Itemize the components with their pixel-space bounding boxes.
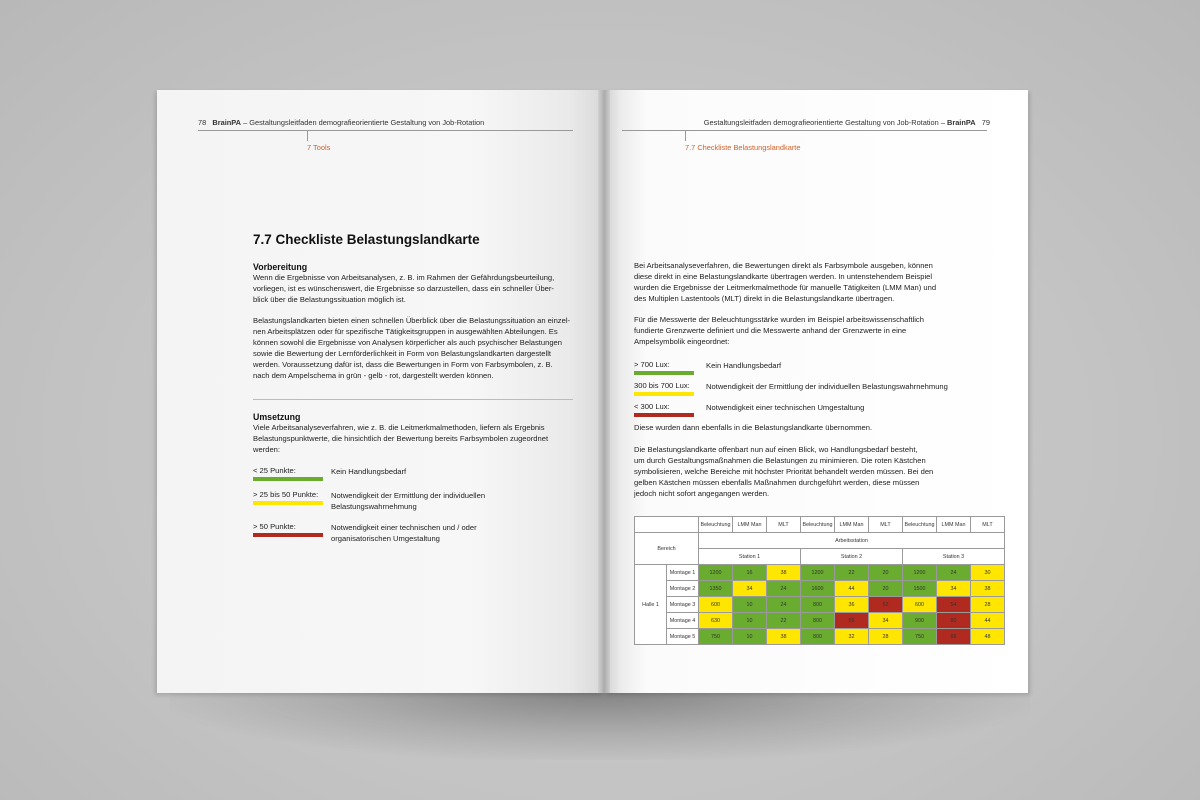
legend-desc bbox=[331, 466, 406, 477]
column-header: Beleuchtung bbox=[699, 517, 733, 533]
left-page-number: 78 bbox=[198, 118, 207, 127]
legend-desc: Kein Handlungsbedarf bbox=[706, 361, 782, 370]
row-label: Montage 1 bbox=[667, 565, 699, 581]
belastungslandkarte-table bbox=[634, 516, 1005, 645]
table-row bbox=[635, 613, 1005, 629]
table-cell: 34 bbox=[869, 613, 903, 629]
arbeitsstation-header: Arbeitsstation bbox=[699, 533, 1005, 549]
legend-desc: Notwendigkeit einer technischen Umgestaltung bbox=[706, 403, 865, 412]
table-cell: 600 bbox=[699, 597, 733, 613]
text-line: vorliegen, ist es wünschenswert, die Ergebnisse so darzustellen, dass ein schneller Über- bbox=[253, 284, 554, 293]
left-header-brand: BrainPA bbox=[212, 118, 242, 127]
column-header: LMM Man bbox=[835, 517, 869, 533]
lux-legend-red bbox=[634, 402, 1004, 420]
vorbereitung-text bbox=[253, 272, 583, 305]
legend-swatch-green bbox=[634, 371, 694, 375]
column-header: MLT bbox=[767, 517, 801, 533]
right-section-tag: 7.7 Checkliste Belastungslandkarte bbox=[685, 143, 801, 152]
column-header: MLT bbox=[869, 517, 903, 533]
book-shadow bbox=[170, 690, 1030, 760]
table-cell: 20 bbox=[869, 565, 903, 581]
left-header-tick bbox=[307, 130, 308, 141]
text-line: Ampelsymbolik eingeordnet: bbox=[634, 337, 730, 346]
legend-desc bbox=[331, 522, 477, 544]
legend-desc-line: Kein Handlungsbedarf bbox=[331, 467, 407, 476]
left-section-tag: 7 Tools bbox=[307, 143, 331, 152]
table-cell: 800 bbox=[801, 613, 835, 629]
table-cell: 10 bbox=[733, 629, 767, 645]
table-cell: 20 bbox=[869, 581, 903, 597]
table-row bbox=[635, 565, 1005, 581]
table-header-row bbox=[635, 517, 1005, 533]
left-running-header bbox=[198, 118, 484, 127]
legend-label: 300 bis 700 Lux: bbox=[634, 381, 690, 390]
table-body bbox=[635, 565, 1005, 645]
text-line: Wenn die Ergebnisse von Arbeitsanalysen, z. B. im Rahmen der Gefährdungsbeurteilung, bbox=[253, 273, 555, 282]
table-cell: 24 bbox=[937, 565, 971, 581]
text-line: nach dem Ampelschema in grün - gelb - rot, dargestellt werden können. bbox=[253, 371, 494, 380]
table-cell: 10 bbox=[733, 597, 767, 613]
table-row bbox=[635, 629, 1005, 645]
book-spine bbox=[598, 90, 610, 693]
legend-label: > 50 Punkte: bbox=[253, 522, 296, 531]
right-header-title: Gestaltungsleitfaden demografieorientierte Gestaltung von Job-Rotation – bbox=[703, 118, 947, 127]
text-line: gelben Kästchen müssen ebenfalls Maßnahmen durchgeführt werden, diese müssen bbox=[634, 478, 920, 487]
legend-desc-line: Belastungswahrnehmung bbox=[331, 502, 417, 511]
table-cell: 10 bbox=[733, 613, 767, 629]
text-line: um durch Gestaltungsmaßnahmen die Belastungen zu minimieren. Die roten Kästchen bbox=[634, 456, 926, 465]
text-line: sowie die Bewertung der Lernförderlichkeit in Form von Belastungslandkarten dargestellt bbox=[253, 349, 552, 358]
table-cell: 16 bbox=[733, 565, 767, 581]
legend-label: < 25 Punkte: bbox=[253, 466, 296, 475]
table-cell: 34 bbox=[937, 581, 971, 597]
table-cell: 28 bbox=[869, 629, 903, 645]
table-cell: 750 bbox=[903, 629, 937, 645]
table-cell: 1200 bbox=[699, 565, 733, 581]
table-arbeitsstation-row bbox=[635, 533, 1005, 549]
station-header: Station 1 bbox=[699, 549, 801, 565]
legend-desc-line: Notwendigkeit der Ermittlung der individuellen bbox=[331, 491, 486, 500]
legend-desc-line: organisatorischen Umgestaltung bbox=[331, 534, 440, 543]
table-cell: 750 bbox=[699, 629, 733, 645]
right-running-header bbox=[704, 118, 990, 127]
station-header: Station 2 bbox=[801, 549, 903, 565]
table-cell: 38 bbox=[971, 581, 1005, 597]
legend-label: < 300 Lux: bbox=[634, 402, 670, 411]
table-cell: 1350 bbox=[699, 581, 733, 597]
uebernommen-text: Diese wurden dann ebenfalls in die Belastungslandkarte übernommen. bbox=[634, 423, 873, 432]
legend-swatch-red bbox=[253, 533, 323, 537]
text-line: werden: bbox=[253, 445, 281, 454]
text-line: Bei Arbeitsanalyseverfahren, die Bewertungen direkt als Farbsymbole ausgeben, können bbox=[634, 261, 933, 270]
column-header: LMM Man bbox=[937, 517, 971, 533]
table-cell: 66 bbox=[937, 629, 971, 645]
table-cell: 56 bbox=[835, 613, 869, 629]
table-cell: 600 bbox=[903, 597, 937, 613]
row-label: Montage 5 bbox=[667, 629, 699, 645]
table-cell: 630 bbox=[699, 613, 733, 629]
table-cell: 1600 bbox=[801, 581, 835, 597]
legend-label: > 25 bis 50 Punkte: bbox=[253, 490, 319, 499]
legend-swatch-yellow bbox=[253, 501, 323, 505]
left-header-rule bbox=[198, 130, 573, 131]
umsetzung-heading: Umsetzung bbox=[253, 412, 301, 422]
text-line: wurden die Ergebnisse der Leitmerkmalmethode für manuelle Tätigkeiten (LMM Man) und bbox=[634, 283, 937, 292]
text-line: Viele Arbeitsanalyseverfahren, wie z. B. die Leitmerkmalmethoden, liefern als Ergebnis bbox=[253, 423, 545, 432]
table-row bbox=[635, 581, 1005, 597]
column-header: MLT bbox=[971, 517, 1005, 533]
intro-text bbox=[634, 260, 1004, 304]
legend-label: > 700 Lux: bbox=[634, 360, 670, 369]
column-header: Beleuchtung bbox=[801, 517, 835, 533]
umsetzung-text bbox=[253, 422, 583, 455]
text-line: Belastungslandkarten bieten einen schnellen Überblick über die Belastungssituation an einzel- bbox=[253, 316, 571, 325]
table-cell: 1500 bbox=[903, 581, 937, 597]
bereich-header: Bereich bbox=[635, 533, 699, 565]
legend-desc: Notwendigkeit der Ermittlung der individuellen Belastungswahrnehmung bbox=[706, 382, 948, 391]
right-header-rule bbox=[622, 130, 987, 131]
row-label: Montage 4 bbox=[667, 613, 699, 629]
table-cell: 800 bbox=[801, 597, 835, 613]
legend-item-red bbox=[253, 522, 583, 546]
table-cell: 22 bbox=[767, 613, 801, 629]
legend-item-green bbox=[253, 466, 583, 486]
left-page bbox=[157, 90, 604, 693]
table-cell: 24 bbox=[767, 597, 801, 613]
text-line: diese direkt in eine Belastungslandkarte übertragen werden. In untenstehendem Beispiel bbox=[634, 272, 933, 281]
table-cell: 30 bbox=[971, 565, 1005, 581]
row-label: Montage 3 bbox=[667, 597, 699, 613]
left-header-subtitle: – Gestaltungsleitfaden demografieorientierte Gestaltung von Job-Rotation bbox=[241, 118, 485, 127]
table-cell: 44 bbox=[971, 613, 1005, 629]
legend-desc-line: Notwendigkeit einer technischen und / oder bbox=[331, 523, 477, 532]
table-cell: 1200 bbox=[801, 565, 835, 581]
text-line: können sowohl die Ergebnisse von Analysen körperlicher als auch psychischer Belastungen bbox=[253, 338, 562, 347]
table-cell: 80 bbox=[937, 613, 971, 629]
text-line: nen Arbeitsplätzen oder für spezifische Tätigkeitsgruppen in ausgewählten Abteilungen. Es bbox=[253, 327, 558, 336]
lux-legend-green bbox=[634, 360, 1004, 378]
table-cell: 54 bbox=[937, 597, 971, 613]
text-line: jedoch nicht sofort angegangen werden. bbox=[634, 489, 770, 498]
section-divider bbox=[253, 399, 573, 400]
table-cell: 38 bbox=[767, 629, 801, 645]
text-line: Belastungspunktwerte, die hinsichtlich der Bewertung bereits Farbsymbolen zugeordnet bbox=[253, 434, 549, 443]
text-line: Für die Messwerte der Beleuchtungsstärke wurden im Beispiel arbeitswissenschaftlich bbox=[634, 315, 924, 324]
table-cell: 52 bbox=[869, 597, 903, 613]
table-cell: 36 bbox=[835, 597, 869, 613]
page-title: 7.7 Checkliste Belastungslandkarte bbox=[253, 232, 480, 247]
station-header: Station 3 bbox=[903, 549, 1005, 565]
text-line: fundierte Grenzwerte definiert und die Messwerte anhand der Grenzwerte in eine bbox=[634, 326, 907, 335]
text-line: symbolisieren, welche Bereiche mit höchster Priorität behandelt werden müssen. Bei den bbox=[634, 467, 934, 476]
table-cell: 28 bbox=[971, 597, 1005, 613]
table-cell: 48 bbox=[971, 629, 1005, 645]
right-page-number: 79 bbox=[981, 118, 990, 127]
legend-desc bbox=[331, 490, 485, 512]
column-header: Beleuchtung bbox=[903, 517, 937, 533]
table-cell: 34 bbox=[733, 581, 767, 597]
table-cell: 38 bbox=[767, 565, 801, 581]
table-row bbox=[635, 597, 1005, 613]
text-line: Die Belastungslandkarte offenbart nun auf einen Blick, wo Handlungsbedarf besteht, bbox=[634, 445, 918, 454]
lux-legend-yellow bbox=[634, 381, 1004, 399]
table-cell: 44 bbox=[835, 581, 869, 597]
table-cell: 24 bbox=[767, 581, 801, 597]
table-cell: 800 bbox=[801, 629, 835, 645]
halle-label: Halle 1 bbox=[635, 565, 667, 645]
column-header: LMM Man bbox=[733, 517, 767, 533]
table-cell: 1200 bbox=[903, 565, 937, 581]
table-corner-cell bbox=[635, 517, 699, 533]
legend-item-yellow bbox=[253, 490, 583, 514]
legend-swatch-yellow bbox=[634, 392, 694, 396]
table-cell: 22 bbox=[835, 565, 869, 581]
row-label: Montage 2 bbox=[667, 581, 699, 597]
table-cell: 900 bbox=[903, 613, 937, 629]
conclusion-text bbox=[634, 444, 1004, 499]
text-line: des Multiplen Lastentools (MLT) direkt in die Belastungslandkarte übertragen. bbox=[634, 294, 895, 303]
table-cell: 32 bbox=[835, 629, 869, 645]
text-line: werden. Voraussetzung dafür ist, dass die Bewertungen in Form von Farbsymbolen, z. B. bbox=[253, 360, 553, 369]
right-header-brand: BrainPA bbox=[946, 118, 976, 127]
text-line: blick über die Belastungssituation möglich ist. bbox=[253, 295, 406, 304]
right-page bbox=[604, 90, 1028, 693]
legend-swatch-red bbox=[634, 413, 694, 417]
vorbereitung-heading: Vorbereitung bbox=[253, 262, 308, 272]
lux-text bbox=[634, 314, 1004, 347]
right-header-tick bbox=[685, 130, 686, 141]
legend-swatch-green bbox=[253, 477, 323, 481]
belastungslandkarten-text bbox=[253, 315, 583, 381]
